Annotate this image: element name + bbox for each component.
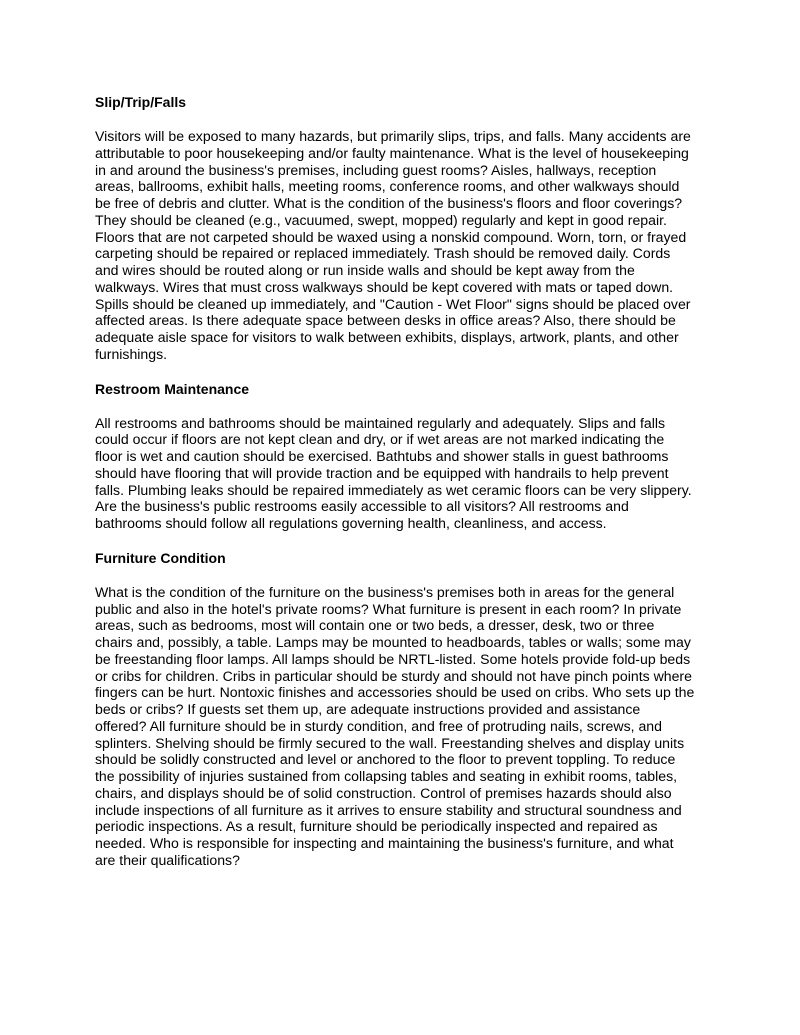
text-line: be free of debris and clutter. What is the condition of the business's floors and floor coverings? <box>95 195 683 211</box>
text-line: splinters. Shelving should be firmly secured to the wall. Freestanding shelves and display units <box>95 734 685 751</box>
text-line: or cribs for children. Cribs in particular should be sturdy and should not have pinch points where <box>95 667 692 684</box>
text-line: could occur if floors are not kept clean and dry, or if wet areas are not marked indicating the <box>95 431 665 448</box>
text-line: should have flooring that will provide traction and be equipped with handrails to help prevent <box>95 464 669 481</box>
section-paragraph <box>95 128 713 363</box>
text-line: be freestanding floor lamps. All lamps should be NRTL-listed. Some hotels provide fold-up beds <box>95 650 691 667</box>
text-line: walkways. Wires that must cross walkways should be kept covered with mats or taped down. <box>95 278 674 295</box>
text-line: public and also in the hotel's private rooms? What furniture is present in each room? In private <box>95 600 682 617</box>
text-line: should be solidly constructed and level or anchored to the floor to prevent toppling. To reduce <box>95 751 676 768</box>
text-line: floor is wet and caution should be exercised. Bathtubs and shower stalls in guest bathrooms <box>95 448 669 464</box>
text-line: areas, ballrooms, exhibit halls, meeting rooms, conference rooms, and other walkways should <box>95 178 680 195</box>
text-line: are their qualifications? <box>95 851 240 868</box>
text-line: All restrooms and bathrooms should be maintained regularly and adequately. Slips and falls <box>95 414 666 431</box>
text-line: Floors that are not carpeted should be waxed using a nonskid compound. Worn, torn, or frayed <box>95 228 687 245</box>
text-line: areas, such as bedrooms, most will contain one or two beds, a dresser, desk, two or three <box>95 617 655 634</box>
text-line: bathrooms should follow all regulations governing health, cleanliness, and access. <box>95 515 607 531</box>
section-slip-trip-falls <box>95 92 713 363</box>
text-line: They should be cleaned (e.g., vacuumed, swept, mopped) regularly and kept in good repair. <box>95 211 667 228</box>
text-line: affected areas. Is there adequate space between desks in office areas? Also, there should be <box>95 312 676 329</box>
section-paragraph <box>95 584 713 869</box>
text-line: Are the business's public restrooms easily accessible to all visitors? All restrooms and <box>95 498 629 515</box>
document-page <box>95 92 713 885</box>
text-line: furnishings. <box>95 345 168 362</box>
text-line: chairs and, possibly, a table. Lamps may be mounted to headboards, tables or walls; some may <box>95 634 691 650</box>
text-line: in and around the business's premises, including guest rooms? Aisles, hallways, reception <box>95 161 657 178</box>
section-heading: Restroom Maintenance <box>95 380 250 397</box>
section-furniture-condition <box>95 548 713 869</box>
section-paragraph <box>95 415 713 532</box>
text-line: offered? All furniture should be in sturdy condition, and free of protruding nails, screws, and <box>95 717 662 734</box>
text-line: Spills should be cleaned up immediately, and "Caution - Wet Floor" signs should be placed over <box>95 295 691 312</box>
text-line: needed. Who is responsible for inspecting and maintaining the business's furniture, and what <box>95 835 674 851</box>
text-line: the possibility of injuries sustained from collapsing tables and seating in exhibit rooms, tables, <box>95 768 678 784</box>
section-heading: Slip/Trip/Falls <box>95 94 187 110</box>
text-line: adequate aisle space for visitors to walk between exhibits, displays, artwork, plants, and other <box>95 329 679 345</box>
text-line: attributable to poor housekeeping and/or faulty maintenance. What is the level of housekeeping <box>95 144 689 161</box>
text-line: carpeting should be repaired or replaced immediately. Trash should be removed daily. Cords <box>95 245 671 262</box>
text-line: fingers can be hurt. Nontoxic finishes and accessories should be used on cribs. Who sets up the <box>95 684 695 701</box>
text-line: periodic inspections. As a result, furniture should be periodically inspected and repaired as <box>95 818 658 835</box>
text-line: and wires should be routed along or run inside walls and should be kept away from the <box>95 262 635 278</box>
text-line: Visitors will be exposed to many hazards, but primarily slips, trips, and falls. Many accidents are <box>95 128 691 144</box>
text-line: falls. Plumbing leaks should be repaired immediately as wet ceramic floors can be very slippery. <box>95 481 692 498</box>
text-line: beds or cribs? If guests set them up, are adequate instructions provided and assistance <box>95 701 641 717</box>
section-restroom-maintenance <box>95 379 713 532</box>
text-line: What is the condition of the furniture on the business's premises both in areas for the general <box>95 583 675 600</box>
text-line: include inspections of all furniture as it arrives to ensure stability and structural soundness and <box>95 801 682 818</box>
section-heading: Furniture Condition <box>95 549 226 566</box>
text-line: chairs, and displays should be of solid construction. Control of premises hazards should also <box>95 784 672 801</box>
